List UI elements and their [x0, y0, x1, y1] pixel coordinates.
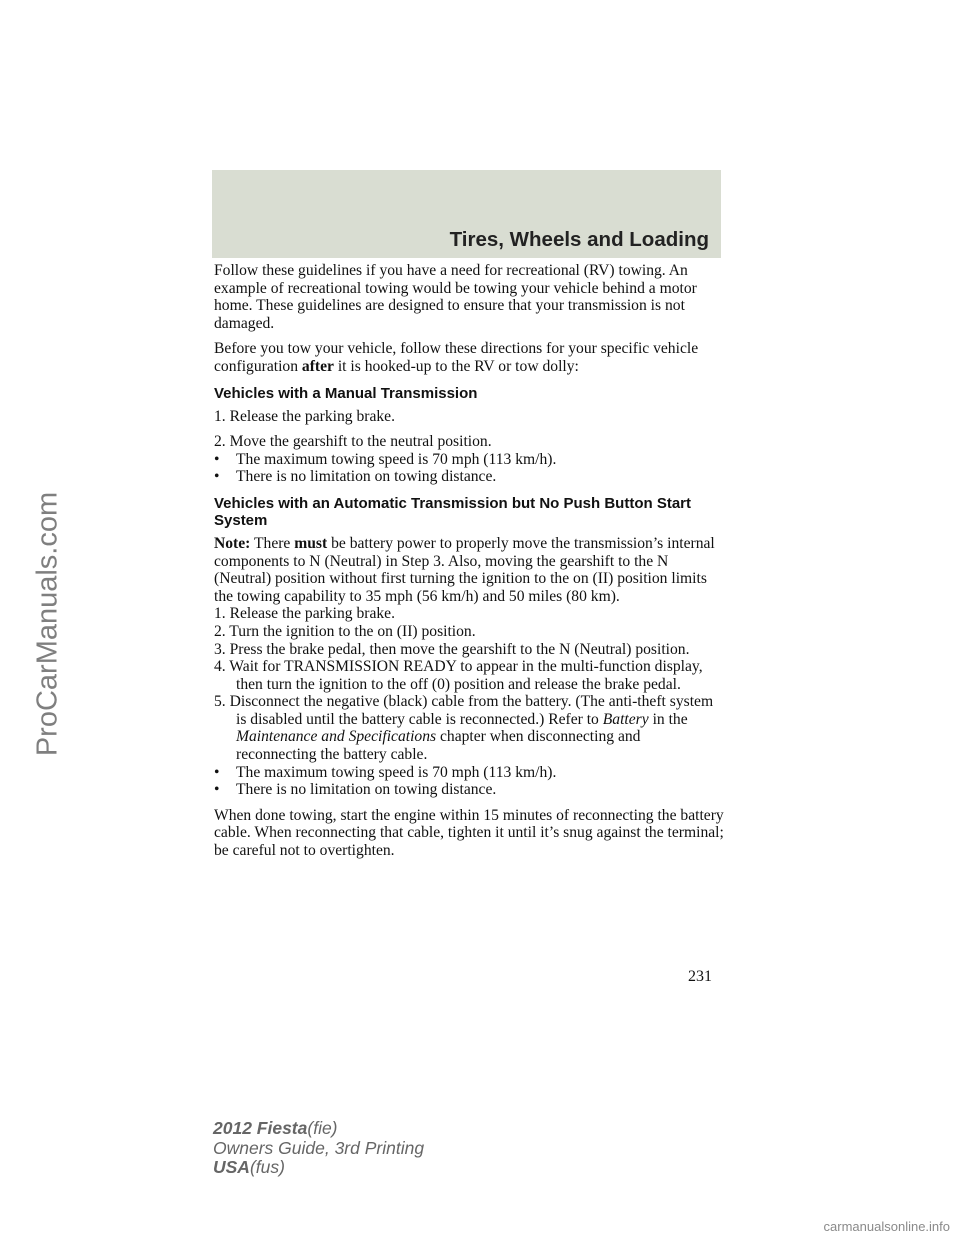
section-header-band — [212, 170, 721, 258]
note-label: Note: — [214, 534, 251, 552]
manual-steps-list — [214, 433, 724, 486]
manual-transmission-heading: Vehicles with a Manual Transmission — [214, 384, 478, 402]
footer-line-market: USA(fus) — [213, 1157, 285, 1177]
manual-step-1: 1. Release the parking brake. — [214, 407, 395, 425]
automatic-transmission-heading: Vehicles with an Automatic Transmission but No Push Button Start System — [214, 494, 692, 529]
automatic-step: 1. Release the parking brake. — [214, 605, 395, 623]
manual-step-2: 2. Move the gearshift to the neutral position. — [214, 433, 492, 451]
document-footer — [213, 1119, 424, 1178]
intro-paragraph: Follow these guidelines if you have a need for recreational (RV) towing. An example of recreational towing would be towing your vehicle behind a motor home. These guidelines are designed to ensure that your transmission is not damaged. — [214, 262, 697, 332]
footer-line-guide: Owners Guide, 3rd Printing — [213, 1137, 425, 1158]
automatic-step: 4. Wait for TRANSMISSION READY to appear in the multi-function display, then turn the ignition to the off (0) position and release the brake pedal. — [214, 658, 703, 693]
bottom-watermark: carmanualsonline.info — [823, 1219, 950, 1234]
battery-note: Note: There must be battery power to properly move the transmission’s internal components to N (Neutral) in Step 3. Also, moving the gearshift to the N (Neutral) position without first turning the ignition to the on (II) position limits the towing capability to 35 mph (56 km/h) and 50 miles (80 km). — [214, 534, 715, 605]
bullet-icon: • — [214, 468, 220, 486]
section-title: Tires, Wheels and Loading — [449, 228, 709, 251]
instructions-paragraph: Before you tow your vehicle, follow these directions for your specific vehicle configuration after it is hooked-up to the RV or tow dolly: — [214, 340, 699, 375]
emphasis-must: must — [294, 534, 328, 552]
automatic-step: 3. Press the brake pedal, then move the gearshift to the N (Neutral) position. — [214, 640, 690, 658]
page-number: 231 — [688, 968, 712, 985]
automatic-step: 2. Turn the ignition to the on (II) position. — [214, 622, 476, 640]
footer-line-model: 2012 Fiesta(fie) — [213, 1118, 338, 1138]
closing-paragraph: When done towing, start the engine within 15 minutes of reconnecting the battery cable. When reconnecting that cable, tighten it until it’s snug against the terminal; be careful not to overtighten. — [214, 806, 724, 860]
automatic-bullet: • There is no limitation on towing distance. — [214, 781, 497, 799]
bullet-icon: • — [214, 763, 220, 781]
page-content — [214, 262, 724, 868]
manual-bullet: • The maximum towing speed is 70 mph (113 km/h). — [214, 450, 557, 468]
battery-reference: Battery — [602, 710, 649, 728]
chapter-reference: Maintenance and Specifications — [236, 728, 437, 746]
side-watermark: ProCarManuals.com — [31, 491, 64, 757]
bullet-icon: • — [214, 450, 220, 468]
automatic-bullet: • The maximum towing speed is 70 mph (113 km/h). — [214, 763, 557, 781]
bullet-icon: • — [214, 781, 220, 799]
automatic-step-5: 5. Disconnect the negative (black) cable from the battery. (The anti-theft system is disabled until the battery cable is reconnected.) Refer to Battery in the Maintenance and Specifications chapter when disconnecting and reconnecting the battery cable. — [214, 693, 714, 764]
emphasis-after: after — [301, 357, 334, 375]
automatic-steps-list — [214, 605, 724, 799]
manual-bullet: • There is no limitation on towing distance. — [214, 468, 497, 486]
